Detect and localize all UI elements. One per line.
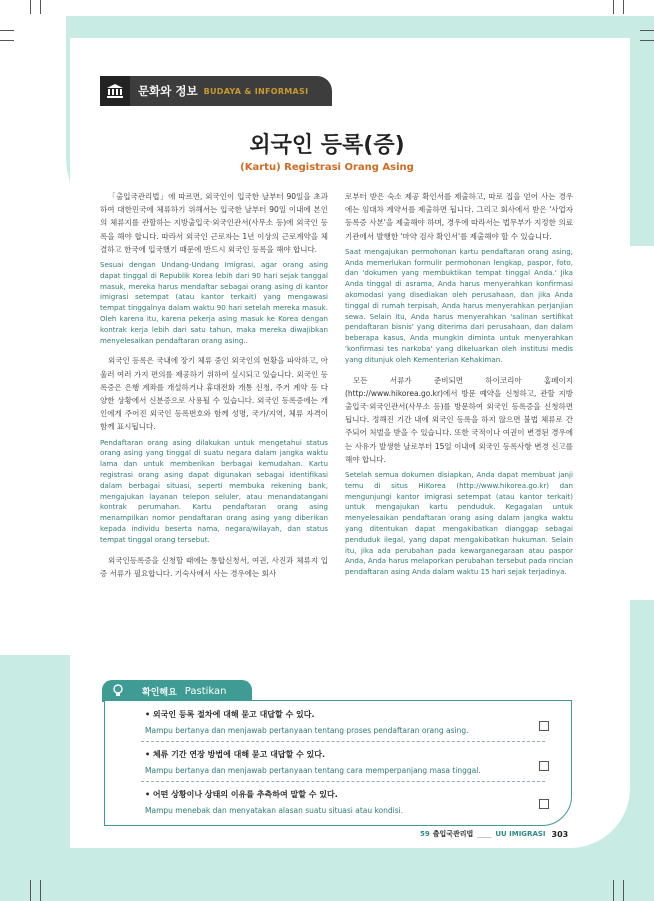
crop-mark: [0, 30, 14, 31]
page-subtitle: (Kartu) Registrasi Orang Asing: [240, 162, 414, 173]
checklist-tab-id: Pastikan: [184, 685, 227, 697]
divider: [141, 741, 545, 742]
footer-separator: ____: [477, 830, 492, 838]
checklist-item-id: Mampu menebak dan menyatakan alasan suatu situasi atau kondisi.: [145, 806, 404, 815]
paragraph-id: Saat mengajukan permohonan kartu pendaftaran orang asing, Anda memerlukan formulir permohonan lengkap, paspor, foto, dan 'dokumen yang membuktikan tempat tinggal Anda.' Jika Anda tinggal di asrama, Anda harus menyerahkan konfirmasi akomodasi yang disediakan oleh perusahaan, dan jika Anda tinggal di rumah terpisah, Anda harus menyerahkan perjanjian sewa. Selain itu, Anda harus menyerahkan 'salinan sertifikat pendaftaran bisnis' yang diterima dari perusahaan, dan dalam beberapa kasus, Anda mungkin diminta untuk menyerahkan 'konfirmasi tes narkoba' yang dikeluarkan oleh institusi medis yang ditunjuk oleh Kementerian Kehakiman.: [345, 246, 573, 364]
checklist-item-ko: 체류 기간 연장 방법에 대해 묻고 대답할 수 있다.: [152, 750, 326, 759]
paragraph-id: Sesuai dengan Undang-Undang Imigrasi, agar orang asing dapat tinggal di Republik Korea lebih dari 90 hari sejak tanggal masuk, mereka harus mendaftar sebagai orang asing di kantor imigrasi setempat (atau kantor terkait) yang mengawasi tempat tinggalnya dalam waktu 90 hari setelah mereka masuk. Oleh karena itu, karena pekerja asing masuk ke Korea dengan kontrak kerja lebih dari satu tahun, maka mereka diwajibkan menyelesaikan pendaftaran orang asing..: [100, 260, 328, 345]
institution-icon: [100, 76, 130, 106]
checklist-item: • 외국인 등록 절차에 대해 묻고 대답할 수 있다. Mampu bertanya dan menjawab pertanyaan tentang proses pendaftaran orang asing.: [145, 709, 545, 735]
paragraph-ko: 외국인 등록은 국내에 장기 체류 중인 외국인의 현황을 파악하고, 아울러 여러 가지 편의를 제공하기 위하여 실시되고 있습니다. 외국인 등록증은 은행 계좌를 개설하거나 휴대전화 개통 신청, 주거 계약 등 다양한 상황에서 신분증으로 사용될 수 있습니다. 외국인 등록증에는 개인에게 주어진 외국인 등록번호와 함께 성명, 국가/지역, 체류 자격이 함께 표시됩니다.: [100, 356, 328, 432]
section-label-id: BUDAYA & INFORMASI: [203, 86, 309, 96]
checkbox[interactable]: [539, 799, 549, 809]
checklist-item-id: Mampu bertanya dan menjawab pertanyaan tentang cara memperpanjang masa tinggal.: [145, 766, 481, 775]
paragraph-ko: 외국인등록증을 신청할 때에는 통합신청서, 여권, 사진과 체류지 입증 서류가 필요합니다. 기숙사에서 사는 경우에는 회사: [100, 555, 328, 578]
checkbox[interactable]: [539, 761, 549, 771]
paragraph-id: Setelah semua dokumen disiapkan, Anda dapat membuat janji temu di situs HiKorea (http://www.hikorea.go.kr) dan mengunjungi kantor imigrasi setempat (atau kantor terkait) untuk mengajukan kartu penduduk. Kegagalan untuk menyelesaikan pendaftaran orang asing dalam jangka waktu yang ditentukan dapat mengakibatkan dianggap sebagai penduduk ilegal, yang dapat mengakibatkan hukuman. Selain itu, jika ada perubahan pada kewarganegaraan atau paspor Anda, Anda harus melaporkan perubahan tersebut pada rincian pendaftaran asing Anda dalam waktu 15 hari sejak terjadinya.: [345, 470, 573, 577]
checklist-tab-ko: 확인해요: [142, 687, 177, 698]
crop-mark: [0, 40, 14, 41]
section-label-ko: 문화와 정보: [138, 84, 198, 98]
lightbulb-icon: [112, 684, 124, 701]
checklist-tab: [102, 680, 252, 702]
crop-mark: [623, 880, 624, 901]
page-footer: [420, 829, 568, 839]
lesson-number: 59: [420, 830, 430, 838]
paragraph-ko: 모든 서류가 준비되면 하이코리아 홈페이지(http://www.hikorea.go.kr)에서 방문 예약을 신청하고, 관할 지방출입국·외국인관서(사무소 등)를 방문하여 외국인 등록증을 신청하면 됩니다. 정해진 기간 내에 외국인 등록을 하지 않으면 불법 체류로 간주되어 처벌을 받을 수 있습니다. 또한 국적이나 여권이 변경된 경우에는 사유가 발생한 날로부터 15일 이내에 외국인 등록사항 변경 신고를 해야 합니다.: [345, 375, 573, 464]
checklist-item: • 어떤 상황이나 상태의 이유를 추측하여 말할 수 있다. Mampu menebak dan menyatakan alasan suatu situasi atau kondisi.: [145, 789, 545, 815]
page-title: 외국인 등록(증): [249, 133, 405, 158]
section-header: [100, 76, 332, 106]
checklist-item-ko: 어떤 상황이나 상태의 이유를 추측하여 말할 수 있다.: [152, 790, 338, 799]
crop-mark: [613, 0, 614, 14]
paragraph-id: Pendaftaran orang asing dilakukan untuk mengetahui status orang asing yang tinggal di suatu negara dalam jangka waktu lama dan untuk memberikan berbagai kemudahan. Kartu registrasi orang asing dapat digunakan sebagai identifikasi dalam berbagai situasi, seperti membuka rekening bank, mengajukan layanan telepon seluler, atau menandatangani kontrak perumahan. Kartu pendaftaran orang asing menampilkan nomor pendaftaran orang asing yang diberikan kepada individu beserta nama, negara/wilayah, dan status tempat tinggal orang tersebut.: [100, 437, 328, 544]
checklist-item-ko: 외국인 등록 절차에 대해 묻고 대답할 수 있다.: [152, 710, 315, 719]
page-number: 303: [551, 829, 569, 839]
crop-mark: [30, 0, 31, 14]
divider: [141, 781, 545, 782]
crop-mark: [40, 880, 41, 901]
section-title-en: UU IMIGRASI: [495, 830, 546, 838]
right-column: [345, 190, 573, 586]
crop-mark: [640, 30, 654, 31]
paragraph-ko: 로부터 받은 숙소 제공 확인서를 제출하고, 따로 집을 얻어 사는 경우에는 임대차 계약서를 제출하면 됩니다. 그리고 회사에서 받은 '사업자 등록증 사본'을 제출해야 하며, 경우에 따라서는 법무부가 지정한 의료기관에서 발행한 '마약 검사 확인서'를 제출해야 할 수 있습니다.: [345, 192, 573, 241]
crop-mark: [640, 40, 654, 41]
crop-mark: [30, 880, 31, 901]
crop-mark: [40, 0, 41, 14]
checklist-item-id: Mampu bertanya dan menjawab pertanyaan tentang proses pendaftaran orang asing.: [145, 726, 469, 735]
crop-mark: [613, 880, 614, 901]
lesson-title: 출입국관리법: [432, 830, 474, 838]
checkbox[interactable]: [539, 721, 549, 731]
checklist-item: • 체류 기간 연장 방법에 대해 묻고 대답할 수 있다. Mampu bertanya dan menjawab pertanyaan tentang cara memperpanjang masa tinggal.: [145, 749, 545, 775]
checklist-box: [104, 700, 572, 826]
paragraph-ko: 「출입국관리법」에 따르면, 외국인이 입국한 날부터 90일을 초과하여 대한민국에 체류하기 위해서는 입국한 날부터 90일 이내에 본인의 체류지를 관할하는 지방출입국·외국인관서(사무소 등)에 외국인 등록을 해야 합니다. 따라서 외국인 근로자는 1년 이상의 근로계약을 체결하고 한국에 입국했기 때문에 반드시 외국인 등록을 해야 합니다.: [100, 192, 328, 254]
left-column: [100, 190, 328, 584]
crop-mark: [623, 0, 624, 14]
